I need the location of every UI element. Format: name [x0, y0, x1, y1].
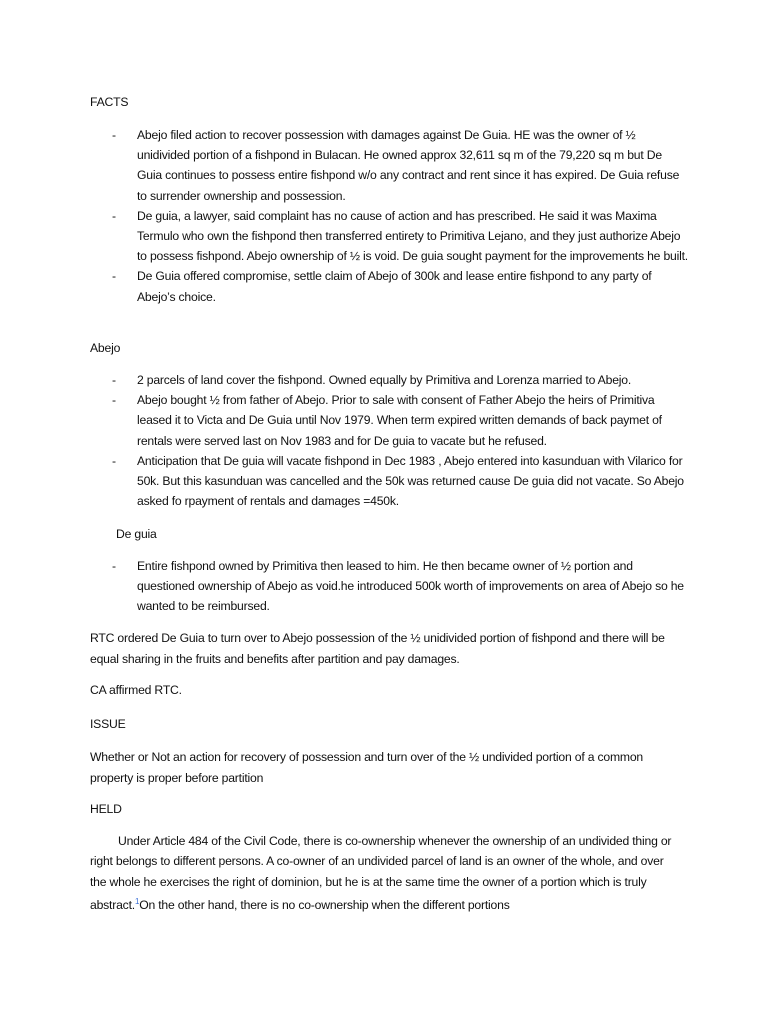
list-item: - Entire fishpond owned by Primitiva then leased to him. He then became owner of ½ portion and questioned ownership of Abejo as void.he introduced 500k worth of improvements on area of Abejo so he wanted to be reimbursed. [112, 559, 684, 614]
list-item: - Abejo bought ½ from father of Abejo. Prior to sale with consent of Father Abejo the heirs of Primitiva leased it to Victa and De Guia until Nov 1979. When term expired written demands of back paymet of rentals were served last on Nov 1983 and for De guia to vacate but he refused. [112, 393, 662, 448]
facts-heading: FACTS [90, 95, 129, 109]
list-item: - De guia, a lawyer, said complaint has no cause of action and has prescribed. He said it was Maxima Termulo who own the fishpond then transferred entirety to Primitiva Lejano, and they just authorize Abejo to possess fishpond. Abejo ownership of ½ is void. De guia sought payment for the improvements he built. [112, 208, 688, 264]
held-heading: HELD [90, 802, 122, 816]
footnote-link[interactable]: 1 [134, 896, 140, 906]
list-item: - De Guia offered compromise, settle claim of Abejo of 300k and lease entire fishpond to any party of Abejo’s choice. [112, 269, 652, 304]
issue-heading: ISSUE [90, 717, 126, 731]
deguia-list [90, 556, 690, 617]
list-item: - Anticipation that De guia will vacate fishpond in Dec 1983 , Abejo entered into kasunduan with Vilarico for 50k. But this kasunduan was cancelled and the 50k was returned cause De guia did not vacate. So Abejo asked fo rpayment of rentals and damages =450k. [112, 453, 684, 509]
list-item: - 2 parcels of land cover the fishpond. Owned equally by Primitiva and Lorenza married to Abejo. [112, 373, 632, 387]
held-text: Under Article 484 of the Civil Code, there is co-ownership whenever the ownership of an undivided thing or right belongs to different persons. A co-owner of an undivided parcel of land is an owner of the whole, and over the whole he exercises the right of dominion, but he is at the same time the owner of a portion which is truly abstract.$^1$On the other hand, there is no co-ownership when the different portions [90, 834, 672, 912]
ca-ruling: CA affirmed RTC. [90, 683, 182, 697]
rtc-ruling: RTC ordered De Guia to turn over to Abejo possession of the ½ unidivided portion of fishpond and there will be equal sharing in the fruits and benefits after partition and pay damages. [90, 631, 665, 666]
list-item: - Abejo filed action to recover possession with damages against De Guia. HE was the owner of ½ unidivided portion of a fishpond in Bulacan. He owned approx 32,611 sq m of the 79,220 sq m but De Guia continues to possess entire fishpond w/o any contract and rent since it has expired. De Guia refuse to surrender ownership and possession. [112, 128, 680, 203]
issue-text: Whether or Not an action for recovery of possession and turn over of the ½ undivided portion of a common property is proper before partition [90, 750, 644, 785]
facts-list [90, 125, 690, 307]
abejo-heading: Abejo [90, 341, 121, 355]
abejo-list [90, 370, 690, 511]
deguia-heading: De guia [116, 527, 157, 541]
